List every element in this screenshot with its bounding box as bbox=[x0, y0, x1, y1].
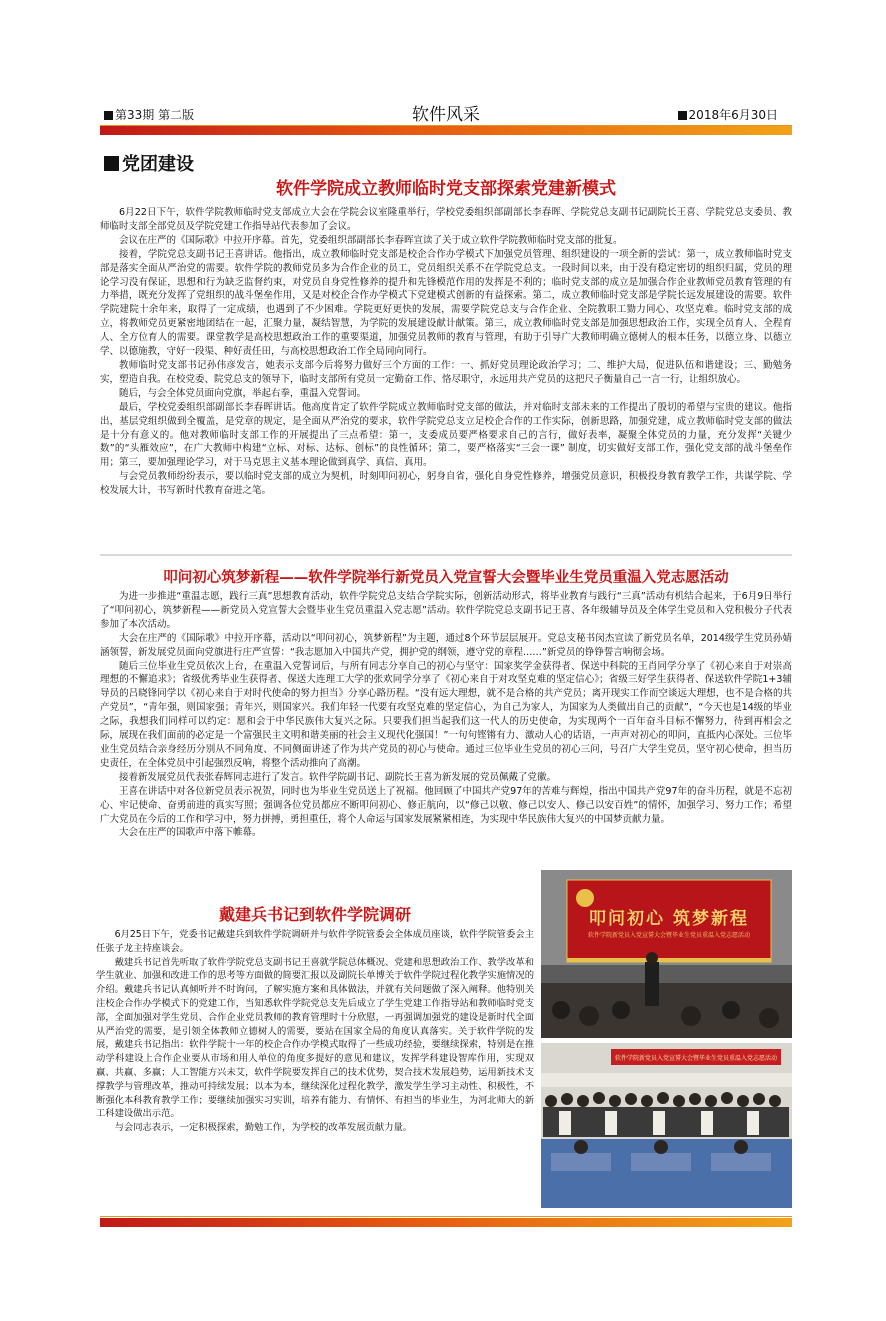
footer-color-band bbox=[100, 1218, 792, 1227]
issue-text: 第33期 第二版 bbox=[115, 108, 195, 122]
photo2-banner-text: 软件学院新党员入党宣誓大会暨毕业生党员重温入党志愿活动 bbox=[614, 1055, 777, 1062]
photo-group-audience bbox=[541, 1043, 792, 1208]
article1-paragraph: 会议在庄严的《国际歌》中拉开序幕。首先，党委组织部副部长李春晖宣读了关于成立软件学院教师临时党支部的批复。 bbox=[119, 234, 623, 246]
article3-paragraph: 与会同志表示，一定积极探索，勤勉工作，为学校的改革发展贡献力量。 bbox=[114, 1122, 413, 1134]
article1-paragraph: 随后，与会全体党员面向党旗，举起右拳，重温入党誓词。 bbox=[119, 387, 367, 399]
footer-rule bbox=[100, 1216, 792, 1217]
square-bullet-icon bbox=[104, 156, 119, 171]
issue-date bbox=[678, 106, 778, 123]
article2-paragraph: 接着新发展党员代表张春辉同志进行了发言。软件学院副书记、副院长王喜为新发展的党员佩戴了党徽。 bbox=[119, 771, 557, 783]
page-header bbox=[100, 102, 792, 124]
article3-title: 戴建兵书记到软件学院调研 bbox=[218, 905, 411, 924]
article3-paragraph: 戴建兵书记首先听取了软件学院党总支副书记王喜就学院总体概况、党建和思想政治工作、教学改革和学生就业、加强和改进工作的思考等方面做的简要汇报以及副院长单博关于软件学院过程化教学实施情况的介绍。戴建兵书记认真倾听并不时询问，了解实施方案和具体做法，并就有关问题做了深入阐释。他特别关注校企合作办学模式下的党建工作，当知悉软件学院党总支先后成立了学生党建工作指导站和教师临时党支部，全面加强对学生党员、合作企业党员教师的教育管理时十分欣慰，一再强调加强党的建设是新时代全面从严治党的需要，是引领全体教师立德树人的需要，要站在国家全局的角度认真落实。关于软件学院的发展，戴建兵书记指出：软件学院十一年的校企合作办学模式取得了一些成功经验，要继续探索，特别是在推动学科建设上合作企业要从市场和用人单位的角度多提好的意见和建议，发挥学科建设智库作用，实现双赢、共赢、多赢；人工智能方兴未艾，软件学院要发挥自己的技术优势，契合技术发展趋势，运用新技术支撑教学与管理改革，推动可持续发展；以本为本，继续深化过程化教学，激发学生学习主动性、积极性，不断强化本科教育教学工作；要继续加强实习实训，培养有能力、有情怀、有担当的毕业生，为河北师大的新工科建设做出示范。 bbox=[96, 956, 534, 1120]
article2-paragraph: 大会在庄严的《国际歌》中拉开序幕，活动以“叩问初心，筑梦新程”为主题，通过8个环节层层展开。党总支秘书闵杰宣读了新党员名单，2014级学生党员孙婧涵领誓，新发展党员面向党旗进行庄严宣誓：“我志愿加入中国共产党，拥护党的纲领，遵守党的章程……”新党员的铮铮誓言响彻会场。 bbox=[100, 632, 792, 658]
article1-title: 软件学院成立教师临时党支部探索党建新模式 bbox=[276, 179, 616, 199]
article2-paragraph: 为进一步推进“重温志愿，践行三真”思想教育活动，软件学院党总支结合学院实际，创新活动形式，将毕业教育与践行“三真”活动有机结合起来，于6月9日举行了“叩问初心，筑梦新程——新党员入党宣誓大会暨毕业生党员重温入党志愿”活动。软件学院党总支副书记王喜、各年级辅导员及全体学生党员和入党积极分子代表参加了本次活动。 bbox=[100, 591, 792, 630]
paper-name: 软件风采 bbox=[412, 105, 480, 125]
article2-paragraph: 大会在庄严的国歌声中落下帷幕。 bbox=[119, 827, 262, 839]
article2-paragraph: 王喜在讲话中对各位新党员表示祝贺，同时也为毕业生党员送上了祝福。他回顾了中国共产党97年的苦难与辉煌，指出中国共产党97年的奋斗历程，就是不忘初心、牢记使命、奋勇前进的真实写照；强调各位党员都应不断叩问初心、修正航向，以“修己以敬、修己以安人、修己以安百姓”的情怀，加强学习、努力工作；希望广大党员在今后的工作和学习中，努力拼搏，勇担重任，将个人命运与国家发展紧紧相连，为实现中华民族伟大复兴的中国梦贡献力量。 bbox=[100, 785, 792, 825]
article-divider bbox=[100, 554, 792, 556]
article2-title: 叩问初心筑梦新程——软件学院举行新党员入党宣誓大会暨毕业生党员重温入党志愿活动 bbox=[163, 570, 729, 586]
section-heading bbox=[104, 150, 194, 176]
article1-paragraph: 最后，学校党委组织部副部长李春晖讲话。他高度肯定了软件学院成立教师临时党支部的做法，并对临时支部未来的工作提出了殷切的希望与宝贵的建议。他指出，基层党组织做到全覆盖，是党章的规定，是全面从严治党的要求，软件学院党总支立足校企合作的工作实际，创新思路，加强党建，成立教师临时党支部的做法是十分有意义的。他对教师临时支部工作的开展提出了三点希望：第一，支委成员要严格要求自己的言行，做好表率，凝聚全体党员的力量，充分发挥“关键少数”的“头雁效应”，在广大教师中构建“立标、对标、达标、创标”的良性循环；第二，要严格落实“三会一课” 制度，切实做好支部工作，强化党支部的战斗堡垒作用；第三，要加强理论学习，对于马克思主义基本理论做到真学、真信、真用。 bbox=[100, 401, 792, 469]
date-text: 2018年6月30日 bbox=[688, 108, 778, 122]
article1-paragraph: 接着，学院党总支副书记王喜讲话。他指出，成立教师临时党支部是校企合作办学模式下加强党员管理、组织建设的一项全新的尝试：第一，成立教师临时党支部是落实全面从严治党的需要。软件学院的教师党员多为合作企业的员工，党员组织关系不在学院党总支。一段时间以来，由于没有稳定密切的组织归属，党员的理论学习没有保证，思想和行为缺乏监督约束，对党员自身党性修养的提升和先锋模范作用的发挥是不利的；临时党支部的成立是加强合作企业教师党员教育管理的有力举措，既充分发挥了党组织的战斗堡垒作用，又是对校企合作办学模式下党建模式创新的有益探索。第二，成立教师临时党支部是学院长远发展建设的需要。软件学院建院十余年来，取得了一定成绩，也遇到了不少困难。学院更好更快的发展，需要学院党总支与合作企业、全院教职工勠力同心、攻坚克难。临时党支部的成立，将教师党员更紧密地团结在一起，汇聚力量，凝结智慧，为学院的发展建设献计献策。第三，成立教师临时党支部是加强思想政治工作，实现全员育人、全程育人、全方位育人的需要。课堂教学是高校思想政治工作的重要渠道，加强党员教师的教育与管理，有助于引导广大教师明确立德树人的根本任务，以德立身、以德立学、以德施教，守好一段渠、种好责任田，与高校思想政治工作全局同向同行。 bbox=[100, 248, 792, 358]
article3-paragraph: 6月25日下午，党委书记戴建兵到软件学院调研并与软件学院管委会全体成员座谈，软件学院管委会主任张子龙主持座谈会。 bbox=[96, 929, 534, 954]
article1-paragraph: 6月22日下午，软件学院教师临时党支部成立大会在学院会议室隆重举行，学校党委组织部副部长李春晖、学院党总支副书记副院长王喜、学院党总支委员、教师临时支部全部党员及学院党建工作指导站代表参加了会议。 bbox=[100, 207, 792, 232]
photo1-banner-text: 叩问初心 筑梦新程 bbox=[589, 909, 749, 929]
article1-body bbox=[100, 206, 792, 498]
section-heading-text: 党团建设 bbox=[122, 154, 194, 175]
photo-oath-ceremony bbox=[541, 870, 792, 1038]
article3-body bbox=[96, 928, 534, 1135]
square-bullet-icon bbox=[678, 111, 687, 120]
article1-paragraph: 与会党员教师纷纷表示，要以临时党支部的成立为契机，时刻叩问初心，躬身自省，强化自身党性修养，增强党员意识，积极投身教育教学工作，共谋学院、学校发展大计，书写新时代教育奋进之笔。 bbox=[100, 471, 792, 497]
article2-body bbox=[100, 590, 792, 840]
photo1-banner-subtitle: 软件学院新党员入党宣誓大会暨毕业生党员重温入党志愿活动 bbox=[587, 932, 750, 939]
article1-paragraph: 教师临时党支部书记孙伟彦发言，她表示支部今后将努力做好三个方面的工作：一、抓好党员理论政治学习；二、维护大局，促进队伍和谐建设；三、勤勉务实，塑造自我。在校党委、院党总支的领导下，临时支部所有党员一定勤奋工作、恪尽职守，永远用共产党员的这把尺子衡量自己一言一行，让组织放心。 bbox=[100, 359, 792, 385]
article2-paragraph: 随后三位毕业生党员依次上台，在重温入党誓词后，与所有同志分享自己的初心与坚守：国家奖学金获得者、保送中科院的王肖同学分享了《初心来自于对崇高理想的不懈追求》；省级优秀毕业生获得者、保送大连理工大学的张欢同学分享了《初心来自于对攻坚克难的坚定信心》；省级三好学生获得者、保送软件学院1+3辅导员的吕晓锋同学以《初心来自于对时代使命的努力担当》分享心路历程。“没有远大理想，就不是合格的共产党员；离开现实工作而空谈远大理想，也不是合格的共产党员”，“青年强，则国家强；青年兴，则国家兴。我们年轻一代要有攻坚克难的坚定信心，为自己为家人，为国家为人类做出自己的贡献”，“今天也是14级的毕业之际，我想我们同样可以约定：愿和会于中华民族伟大复兴之际。只要我们担当起我们这一代人的历史使命，为实现两个一百年奋斗目标不懈努力，待到再相会之际，展现在我们面前的必定是一个富强民主文明和谐美丽的社会主义现代化强国！”一句句铿锵有力、激动人心的话语，一声声对初心的叩问，直抵内心深处。三位毕业生党员结合亲身经历分别从不同角度、不同侧面讲述了作为共产党员的初心与使命。通过三位毕业生党员的初心三问，号召广大学生党员，坚守初心使命，担当历史责任，在全体党员中引起强烈反响，将整个活动推向了高潮。 bbox=[100, 660, 792, 769]
header-color-band bbox=[100, 126, 792, 135]
